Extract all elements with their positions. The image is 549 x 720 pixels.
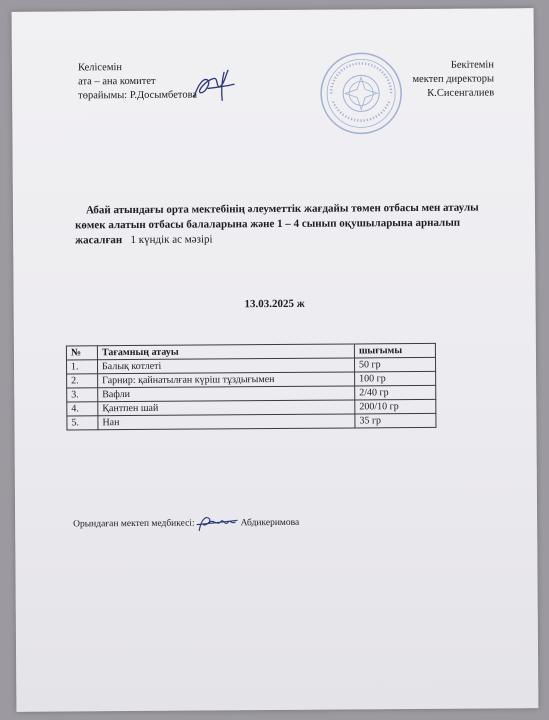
approval-right-line2: мектеп директоры (412, 73, 495, 86)
menu-table (66, 343, 437, 431)
approval-left-line2: ата – ана комитет (78, 75, 156, 88)
official-stamp-icon (319, 51, 404, 136)
document-page (12, 8, 539, 712)
footer-prefix: Орындаған мектеп медбикесі: (73, 518, 195, 530)
document-date: 13.03.2025 ж (244, 297, 305, 311)
header-dish-name: Тағамның атауы (97, 344, 354, 360)
row-yield: 50 гр (354, 357, 435, 372)
row-number: 5. (67, 416, 98, 430)
parent-committee-signature-icon (188, 66, 238, 106)
footer-name: Абдикеримова (240, 517, 300, 529)
footer-signature-line (73, 512, 299, 536)
row-number: 2. (67, 374, 98, 388)
row-number: 3. (67, 388, 98, 402)
row-yield: 35 гр (355, 413, 436, 428)
approval-left-line3: төрайымы: Р.Досымбетова (78, 89, 198, 102)
title-normal-text: 1 күндік ас мәзірі (130, 233, 213, 247)
document-title (75, 200, 495, 248)
row-number: 1. (66, 360, 97, 374)
row-number: 4. (67, 402, 98, 416)
row-dish-name: Қантпен шай (98, 400, 355, 416)
row-dish-name: Гарнир: қайнатылған күріш тұздығымен (98, 372, 355, 388)
header-yield: шығымы (354, 343, 435, 358)
row-yield: 200/10 гр (355, 399, 436, 414)
row-dish-name: Вафли (98, 386, 355, 402)
row-dish-name: Балық котлеті (97, 358, 354, 374)
row-yield: 100 гр (355, 371, 436, 386)
approval-left-line1: Келісемін (77, 62, 123, 74)
approval-right (412, 58, 494, 101)
table-row (67, 413, 436, 430)
row-yield: 2/40 гр (355, 385, 436, 400)
nurse-signature-icon (196, 512, 240, 534)
approval-left (78, 61, 197, 104)
approval-right-line1: Бекітемін (450, 59, 494, 71)
header-number: № (66, 346, 97, 360)
row-dish-name: Нан (98, 414, 355, 430)
approval-right-line3: К.Сисенгалиев (427, 87, 495, 99)
title-bold-text: Абай атындағы орта мектебінің әлеуметтік жағдайы төмен отбасы мен атаулы көмек алатын отбасы балаларына және 1 – 4 сынып оқушыларына арналып жасалған (75, 201, 479, 247)
